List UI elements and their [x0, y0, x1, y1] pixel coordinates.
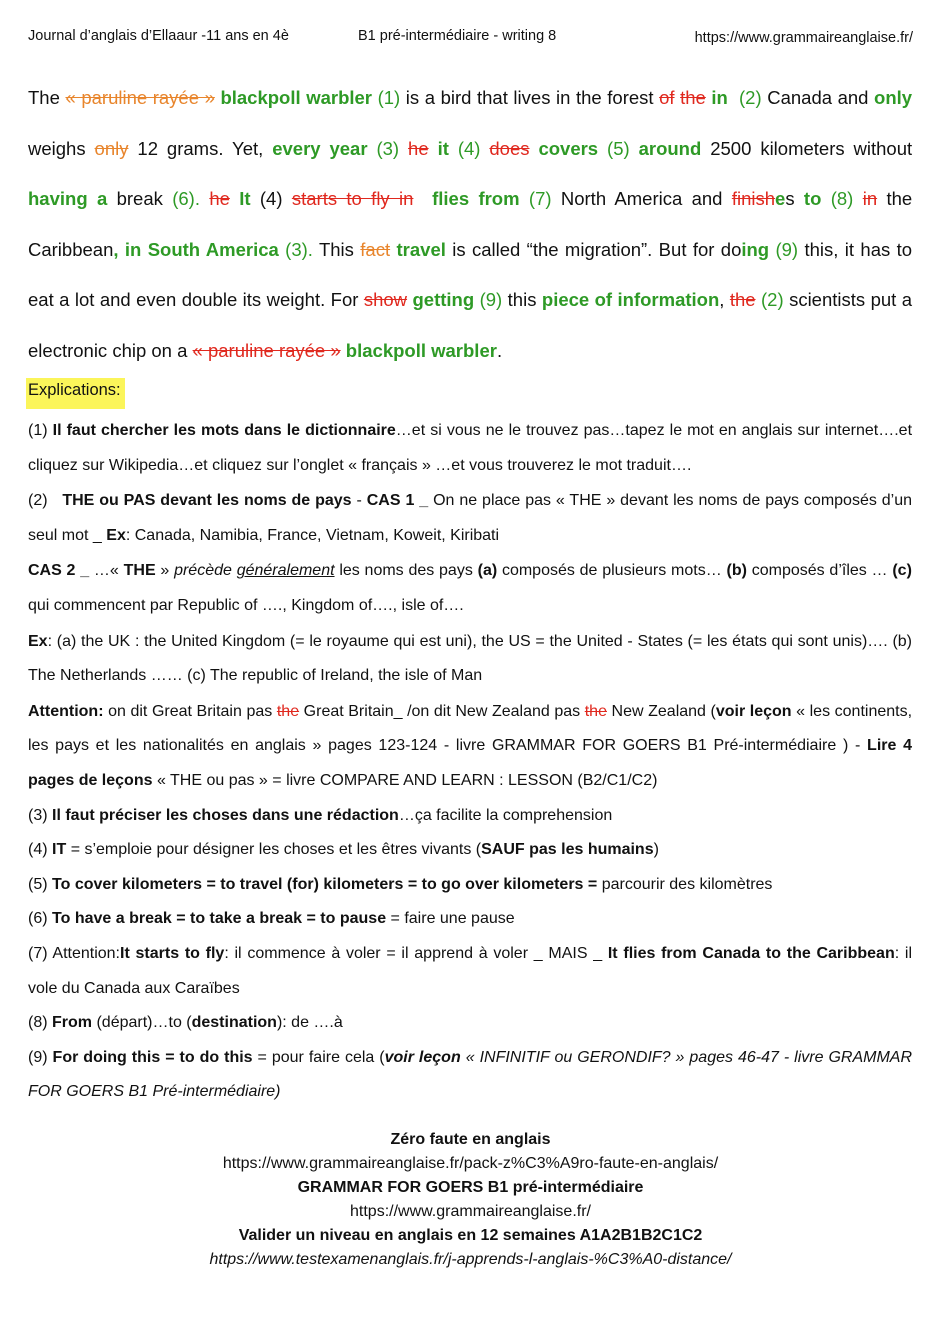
text-fragment: Canada and: [767, 87, 869, 108]
text-fragment: Ex: [106, 526, 126, 544]
text-fragment: show: [363, 289, 408, 311]
text-fragment: covers: [538, 137, 599, 159]
explanation-3: [28, 799, 912, 834]
text-fragment: »: [160, 562, 170, 580]
text-fragment: : il vole du Canada aux Caraïbes: [28, 944, 913, 997]
text-fragment: ing: [741, 238, 770, 260]
text-fragment: ): [653, 841, 659, 859]
text-fragment: (3): [28, 806, 48, 824]
text-fragment: Il faut préciser les choses dans une rédaction: [52, 806, 399, 824]
text-fragment: « paruline rayée »: [65, 87, 215, 108]
explanation-5: [28, 868, 912, 903]
explanations: [28, 414, 912, 1110]
site-url[interactable]: https://www.grammaireanglaise.fr/: [694, 30, 913, 46]
text-fragment: blackpoll warbler: [345, 339, 497, 361]
text-fragment: composés de plusieurs mots…: [501, 562, 722, 580]
text-fragment: (c): [892, 562, 912, 580]
text-fragment: précède: [174, 562, 232, 580]
footer-link-3[interactable]: https://www.testexamenanglais.fr/j-apprends-l-anglais-%C3%A0-distance/: [209, 1251, 732, 1268]
text-fragment: (6).: [172, 188, 200, 210]
text-fragment: he: [408, 137, 429, 159]
text-fragment: Il faut chercher les mots dans le dictionnaire: [52, 422, 396, 439]
text-fragment: to: [803, 188, 822, 210]
explanation-2-cas-2: [28, 553, 912, 623]
text-fragment: this, it has to eat a lot and even double its weight. For: [28, 238, 913, 311]
explanation-8: [28, 1006, 912, 1041]
text-fragment: For doing this = to do this: [52, 1048, 253, 1066]
text-fragment: (2): [739, 87, 762, 108]
text-fragment: s: [785, 188, 795, 210]
text-fragment: Lire 4 pages de leçons: [28, 737, 913, 789]
text-fragment: = s’emploie pour désigner les choses et les êtres vivants (: [70, 841, 482, 859]
journal-title: Journal d’anglais d’Ellaaur -11 ans en 4è: [28, 28, 289, 44]
text-fragment: the Caribbean: [28, 188, 913, 260]
text-fragment: (1): [377, 87, 401, 108]
footer-title-3: Valider un niveau en anglais en 12 semaines A1A2B1B2C1C2: [238, 1227, 703, 1244]
text-fragment: break: [116, 188, 163, 210]
text-fragment: …et si vous ne le trouvez pas…tapez le mot en anglais sur internet….et cliquez sur Wikipedia…et cliquez sur l’onglet « français » …et vous trouverez le mot traduit….: [28, 422, 913, 474]
text-fragment: North America and: [560, 188, 723, 210]
text-fragment: ): de ….à: [276, 1014, 343, 1032]
text-fragment: To cover kilometers = to travel (for) kilometers = to go over kilometers =: [52, 875, 598, 893]
text-fragment: (a): [477, 562, 498, 580]
text-fragment: (2): [761, 289, 784, 311]
text-fragment: every year: [272, 137, 368, 159]
text-fragment: destination: [191, 1014, 277, 1032]
text-fragment: : (a) the UK : the United Kingdom (= le royaume qui est uni), the US = the United - States (= les états qui sont unis)…. (b) The Netherlands …… (c) The republic of Ireland, the isle of Man: [28, 632, 912, 685]
text-fragment: « INFINITIF ou GERONDIF? » pages 46-47 - livre GRAMMAR FOR GOERS B1 Pré-intermédiaire): [28, 1048, 913, 1101]
text-fragment: (5): [607, 137, 630, 159]
text-fragment: getting: [412, 289, 475, 311]
text-fragment: flies from: [432, 188, 520, 210]
text-fragment: To have a break = to take a break = to pause: [52, 910, 387, 928]
text-fragment: is called “the migration”. But for do: [452, 238, 742, 260]
text-fragment: this: [507, 289, 537, 311]
text-fragment: Attention:: [28, 702, 104, 720]
text-fragment: CAS 1 _: [366, 492, 429, 510]
text-fragment: ,: [719, 289, 725, 311]
text-fragment: (7): [528, 188, 552, 210]
text-fragment: 12 grams. Yet,: [137, 137, 264, 159]
text-fragment: THE ou PAS devant les noms de pays: [62, 492, 352, 510]
text-fragment: …ça facilite la comprehension: [398, 806, 613, 824]
text-fragment: « les continents, les pays et les nationalités en anglais » pages 123-124 - livre GRAMMAR FOR GOERS B1 Pré-intermédiaire ) -: [28, 702, 913, 755]
text-fragment: voir leçon: [715, 702, 792, 720]
explanation-6: [28, 902, 912, 937]
text-fragment: It flies from Canada to the Caribbean: [607, 944, 895, 962]
text-fragment: voir leçon: [384, 1048, 461, 1066]
text-fragment: (9): [775, 238, 799, 260]
explanation-2-attention: [28, 694, 912, 799]
text-fragment: around: [638, 137, 702, 159]
text-fragment: (9): [479, 289, 503, 311]
text-fragment: e: [775, 188, 786, 210]
text-fragment: « paruline rayée »: [192, 339, 341, 361]
text-fragment: (9): [28, 1048, 48, 1066]
text-fragment: (3): [376, 137, 400, 159]
explanation-1: [28, 414, 912, 483]
text-fragment: composés d’îles …: [751, 562, 888, 580]
text-fragment: On ne place pas « THE » devant les noms de pays composés d’un seul mot _: [28, 492, 913, 544]
text-fragment: fact: [360, 238, 391, 260]
text-fragment: is a bird that lives in the forest: [405, 87, 654, 108]
text-fragment: This: [318, 238, 354, 260]
text-fragment: in: [862, 188, 878, 210]
page-header: [28, 28, 913, 50]
text-fragment: scientists put a electronic chip on a: [28, 289, 913, 361]
level-label: B1 pré-intermédiaire - writing 8: [358, 28, 557, 44]
text-fragment: finish: [731, 188, 776, 210]
text-fragment: (départ)…to (: [96, 1014, 192, 1032]
footer-title-2: GRAMMAR FOR GOERS B1 pré-intermédiaire: [297, 1179, 644, 1196]
text-fragment: parcourir des kilomètres: [601, 875, 773, 893]
text-fragment: (8): [28, 1014, 48, 1032]
text-fragment: « THE ou pas » = livre COMPARE AND LEARN : LESSON (B2/C1/C2): [152, 771, 658, 789]
text-fragment: (b): [726, 562, 747, 580]
text-fragment: New Zealand (: [611, 702, 716, 720]
text-fragment: the: [276, 702, 300, 720]
text-fragment: .: [496, 339, 503, 361]
explanation-7: [28, 937, 912, 1006]
text-fragment: : Canada, Namibia, France, Vietnam, Koweit, Kiribati: [125, 526, 500, 544]
text-fragment: CAS 2 _: [28, 562, 90, 580]
text-fragment: From: [52, 1014, 93, 1032]
text-fragment: starts to fly in: [291, 188, 414, 210]
text-fragment: the: [584, 702, 607, 720]
text-fragment: THE: [123, 562, 156, 580]
text-fragment: Ex: [28, 632, 48, 650]
text-fragment: (2): [28, 492, 48, 510]
footer-link-1[interactable]: https://www.grammaireanglaise.fr/pack-z%C3%A9ro-faute-en-anglais/: [222, 1155, 719, 1172]
explanation-2: [28, 483, 912, 553]
text-fragment: (4): [259, 188, 283, 210]
text-fragment: les noms des pays: [339, 562, 473, 580]
text-fragment: on dit Great Britain pas: [108, 702, 273, 720]
text-fragment: (4): [457, 137, 481, 159]
text-fragment: he: [209, 188, 230, 210]
text-fragment: (5): [28, 875, 48, 893]
text-fragment: qui commencent par Republic of …., Kingdom of…., isle of….: [28, 596, 464, 614]
text-fragment: does: [489, 137, 530, 159]
text-fragment: (3).: [285, 238, 313, 260]
text-fragment: = pour faire cela (: [257, 1048, 385, 1066]
text-fragment: (4): [28, 841, 48, 859]
text-fragment: (1): [28, 422, 48, 439]
text-fragment: -: [356, 492, 362, 510]
text-fragment: généralement: [236, 562, 335, 580]
explanation-2-examples: [28, 624, 912, 694]
page-footer: [0, 1128, 941, 1272]
text-fragment: the: [680, 87, 706, 108]
text-fragment: it: [437, 137, 449, 159]
text-fragment: (8): [830, 188, 854, 210]
text-fragment: having a: [28, 188, 108, 210]
text-fragment: It starts to fly: [120, 944, 225, 962]
text-fragment: , in South America: [113, 238, 279, 260]
text-fragment: piece of information: [541, 289, 720, 311]
text-fragment: The: [28, 87, 60, 108]
explications-heading: Explications:: [26, 378, 125, 409]
text-fragment: only: [94, 137, 129, 159]
footer-link-2[interactable]: https://www.grammaireanglaise.fr/: [350, 1203, 591, 1220]
text-fragment: in: [711, 87, 728, 108]
text-fragment: …«: [93, 562, 119, 580]
text-fragment: SAUF pas les humains: [481, 841, 654, 859]
text-fragment: IT: [52, 841, 67, 859]
text-fragment: weighs: [28, 137, 86, 159]
text-fragment: (6): [28, 910, 48, 928]
footer-title-1: Zéro faute en anglais: [390, 1131, 551, 1148]
text-fragment: travel: [396, 238, 446, 260]
text-fragment: only: [874, 87, 913, 108]
text-fragment: (7) Attention:: [28, 944, 121, 962]
text-fragment: [385, 1049, 461, 1066]
text-fragment: of: [659, 87, 675, 108]
text-fragment: blackpoll warbler: [220, 87, 373, 108]
text-fragment: : il commence à voler = il apprend à voler _ MAIS _: [224, 944, 603, 962]
text-fragment: 2500 kilometers without: [710, 137, 913, 159]
text-fragment: the: [729, 289, 756, 311]
text-fragment: = faire une pause: [390, 910, 515, 928]
explanation-4: [28, 833, 912, 868]
corrected-story: [28, 73, 912, 377]
explanation-9: [28, 1041, 912, 1110]
text-fragment: Great Britain_ /on dit New Zealand pas: [303, 702, 581, 720]
text-fragment: It: [239, 188, 251, 210]
